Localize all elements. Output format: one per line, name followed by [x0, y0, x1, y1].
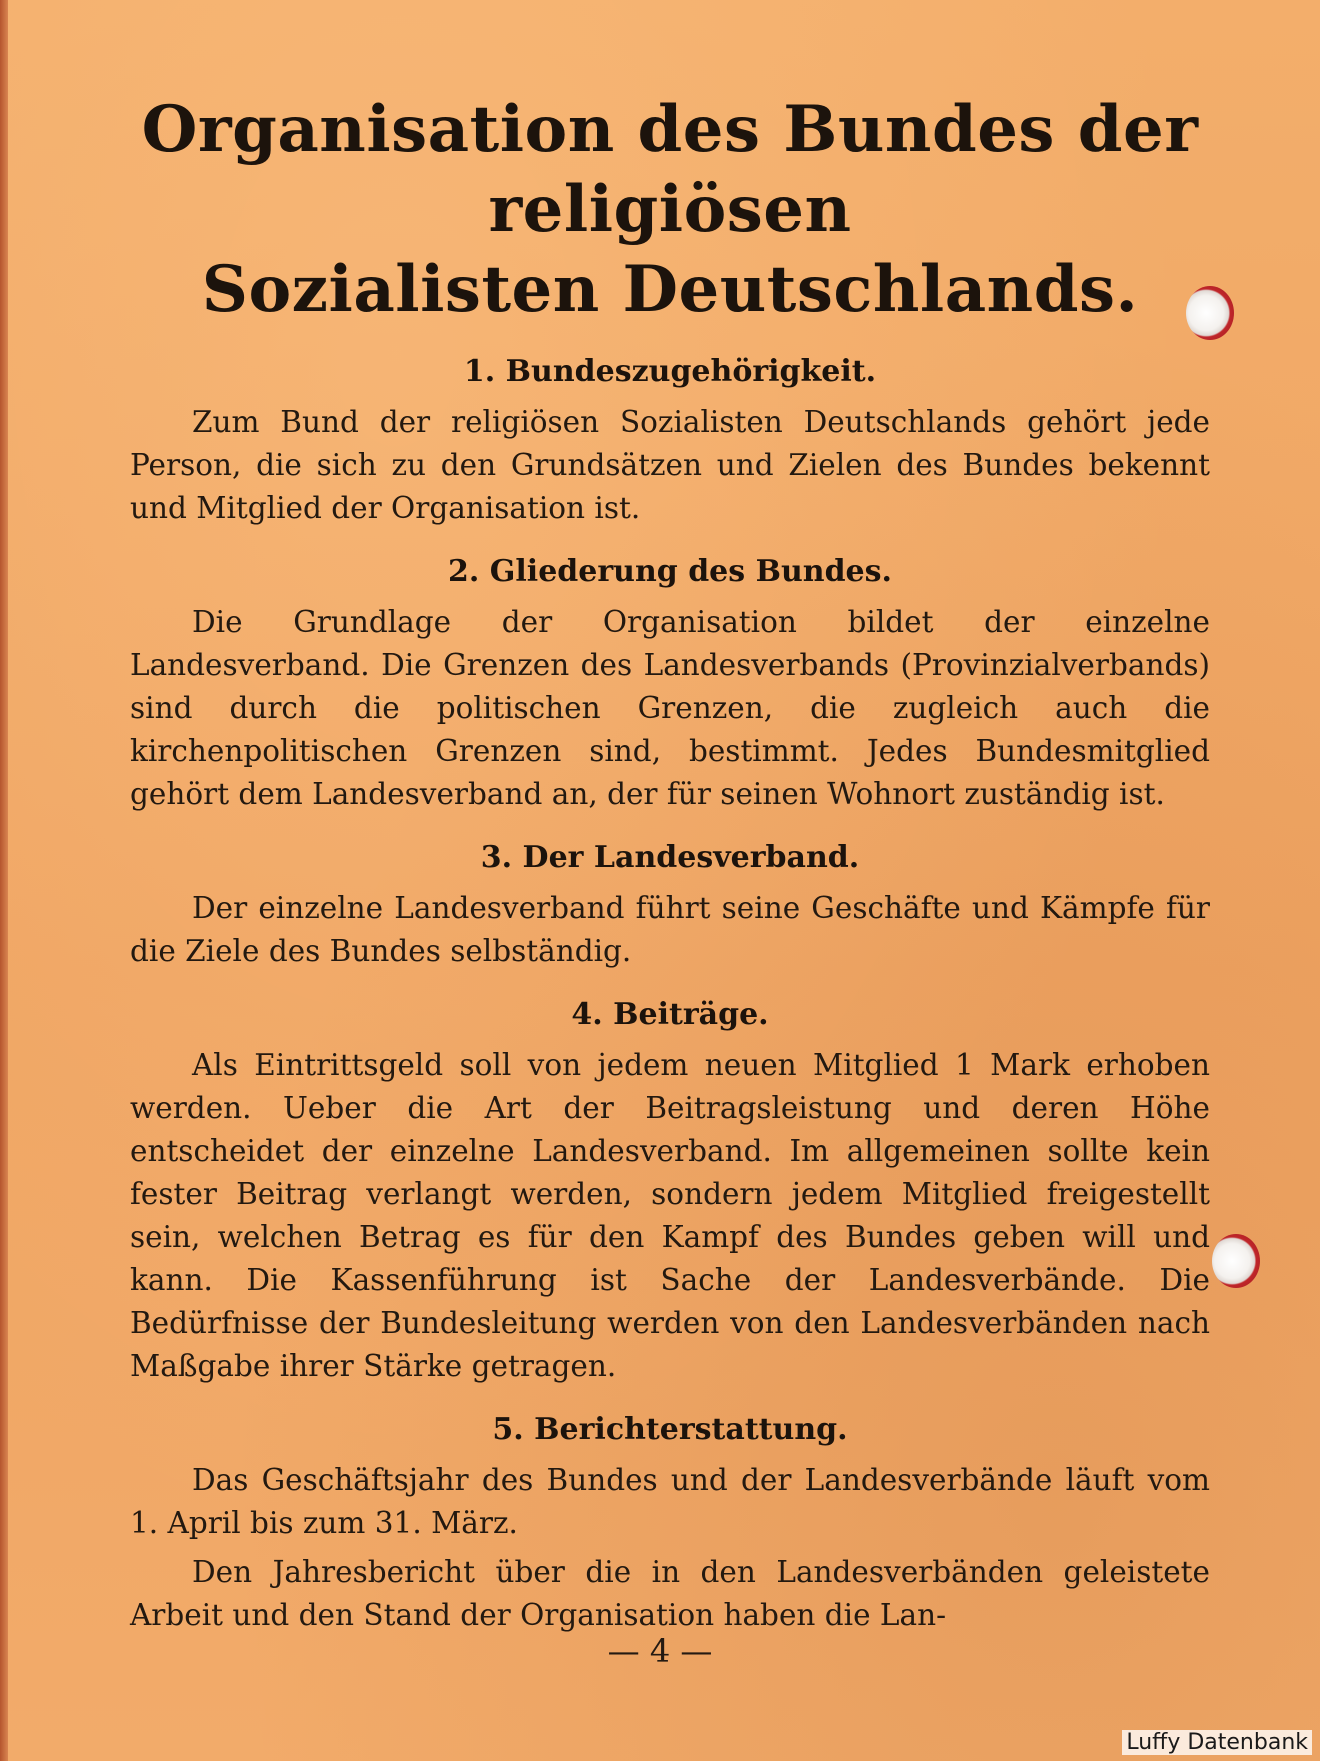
section-heading: 4. Beiträge.: [571, 997, 769, 1032]
watermark: Luffy Datenbank: [1122, 1730, 1312, 1755]
section-paragraph: Das Geschäftsjahr des Bundes und der Landesverbände läuft vom 1. April bis zum 31. März.: [130, 1463, 1210, 1540]
page-content: [130, 90, 1210, 1637]
document-title-line-1: Organisation des Bundes der religiösen: [141, 92, 1199, 247]
section-paragraph: Der einzelne Landesverband führt seine Geschäfte und Kämpfe für die Ziele des Bundes selbständig.: [130, 891, 1210, 968]
section-landesverband: [130, 838, 1210, 973]
section-paragraph: Den Jahresbericht über die in den Landesverbänden geleistete Arbeit und den Stand der Organisation haben die Lan-: [130, 1555, 1210, 1632]
section-heading: 1. Bundeszugehörigkeit.: [463, 354, 877, 389]
section-paragraph: Als Eintrittsgeld soll von jedem neuen Mitglied 1 Mark erhoben werden. Ueber die Art der Beitragsleistung und deren Höhe entscheidet der einzelne Landesverband. Im allgemeinen sollte kein fester Beitrag verlangt werden, sondern jedem Mitglied freigestellt sein, welchen Betrag es für den Kampf des Bundes geben will und kann. Die Kassenführung ist Sache der Landesverbände. Die Bedürfnisse der Bundesleitung werden von den Landesverbänden nach Maßgabe ihrer Stärke getragen.: [130, 1048, 1210, 1383]
section-gliederung: [130, 552, 1210, 816]
document-title: [130, 90, 1210, 330]
section-bundeszugehoerigkeit: [130, 352, 1210, 530]
section-heading: 3. Der Landesverband.: [480, 840, 860, 875]
section-heading: 2. Gliederung des Bundes.: [448, 554, 892, 589]
punch-hole-top: [1186, 286, 1234, 340]
page-left-edge: [0, 0, 8, 1761]
page-number: — 4 —: [607, 1632, 713, 1670]
section-paragraph: Die Grundlage der Organisation bildet der einzelne Landesverband. Die Grenzen des Landesverbands (Provinzialverbands) sind durch die politischen Grenzen, die zugleich auch die kirchenpolitischen Grenzen sind, bestimmt. Jedes Bundesmitglied gehört dem Landesverband an, der für seinen Wohnort zuständig ist.: [130, 605, 1210, 811]
section-heading: 5. Berichterstattung.: [492, 1412, 848, 1447]
section-berichterstattung: [130, 1410, 1210, 1637]
punch-hole-bottom: [1212, 1234, 1260, 1288]
section-beitraege: [130, 995, 1210, 1388]
document-title-line-2: Sozialisten Deutschlands.: [201, 252, 1139, 327]
section-paragraph: Zum Bund der religiösen Sozialisten Deutschlands gehört jede Person, die sich zu den Grundsätzen und Zielen des Bundes bekennt und Mitglied der Organisation ist.: [130, 405, 1210, 525]
